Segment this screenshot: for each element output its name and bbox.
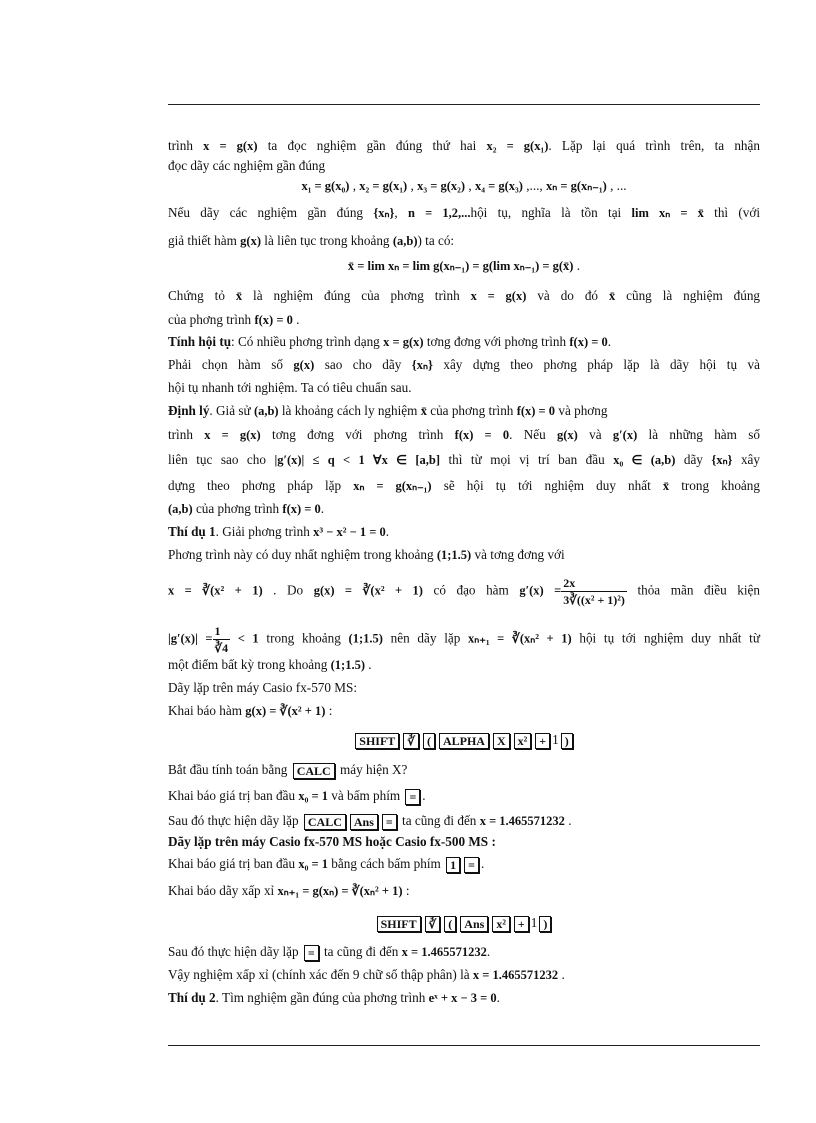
math-expression: x₁ = g(x₀) [301,179,350,193]
text-run: 1 [552,732,559,747]
calculator-key: ∛ [425,916,441,932]
math-expression: x₄ = g(x₃) [474,179,523,193]
key-sequence [168,732,760,749]
text-line [168,575,760,608]
calculator-key: ( [444,916,456,932]
text-run: trong khoảng [258,630,349,646]
text-run: và bấm phím [328,788,404,803]
text-run: hội tụ nhanh tới nghiệm. Ta có tiêu chuẩn sau. [168,380,412,395]
text-run: . [292,312,300,327]
math-expression: xₙ = g(xₙ₋₁) [546,179,607,193]
bold-label: Định lý [168,403,210,418]
calculator-key: ∛ [403,733,419,749]
fraction-numerator: 1 [213,623,231,640]
text-run: . [320,501,325,516]
text-run: của phơng trình [168,312,255,327]
math-expression: x₂ = g(x₁) [486,139,549,153]
fraction-denominator: 3∛((x² + 1)²) [563,593,625,607]
fraction-numerator: 2x [561,575,627,592]
math-expression: g′(x) [612,428,638,442]
text-line [168,501,760,517]
text-run: Khai báo dãy xấp xỉ [168,883,278,898]
text-run: và do đó [526,288,609,303]
calculator-key: = [304,945,319,961]
math-expression: x = 1.465571232 [401,945,487,959]
bold-label: Dãy lặp trên máy Casio fx-570 MS hoặc Casio fx-500 MS : [168,834,496,849]
text-run: dựng theo phơng pháp lặp [168,478,354,493]
fraction [213,623,231,656]
text-line [168,883,760,899]
header-rule [168,104,760,105]
text-line [168,967,760,983]
text-run: là liên tục trong khoảng [260,233,393,248]
text-line [168,427,760,443]
math-expression: g(x) [556,428,578,442]
text-run: Phơng trình này có duy nhất nghiệm trong khoảng [168,547,437,562]
text-run: ta đọc nghiệm gần đúng thứ hai [257,138,487,153]
text-line [168,856,760,873]
text-line [168,762,760,779]
equation-line [168,178,760,194]
text-run: 1 [530,915,538,930]
key-sequence [168,915,760,932]
text-run: máy hiện X? [336,762,408,777]
text-run: dãy [675,452,712,467]
text-run: , [465,178,475,193]
text-run: , [349,178,360,193]
math-expression: g′(x) = [519,583,562,598]
math-expression: f(x) = 0 [569,335,608,349]
math-expression: x = g(x) [470,289,527,303]
text-run: ta cũng đi đến [398,813,480,828]
text-run: Nếu dãy các nghiệm gần đúng [168,205,374,220]
text-run: một điểm bất kỳ trong khoảng [168,657,331,672]
math-expression: |g′(x)| = [168,631,213,646]
math-expression: < 1 [230,631,259,646]
math-expression: x̄ [608,289,616,303]
text-run: giả thiết hàm [168,233,241,248]
text-run: Vậy nghiệm xấp xỉ (chính xác đến 9 chữ số thập phân) là [168,967,473,982]
text-line [168,944,760,961]
math-expression: x = 1.465571232 [479,814,565,828]
calculator-key: SHIFT [377,916,421,932]
text-line [168,623,760,656]
calculator-key: + [535,733,550,749]
text-run: Khai báo giá trị ban đầu [168,788,299,803]
text-run: ta cũng đi đến [320,944,402,959]
calculator-key: ( [423,733,435,749]
calculator-key: x² [514,733,532,749]
text-run: . [558,967,565,982]
text-run: bằng cách bấm phím [328,856,445,871]
text-line [168,233,760,249]
math-expression: x = g(x) [383,335,424,349]
bold-label: Thí dụ 2 [168,990,216,1005]
text-line [168,158,760,174]
math-expression: x₀ ∈ (a,b) [613,453,676,467]
fraction-denominator: ∛4 [214,641,229,655]
text-line [168,680,760,696]
text-run: Chứng tỏ [168,288,236,303]
calculator-key: = [405,789,420,805]
bold-label: Tính hội tụ [168,334,232,349]
text-line [168,990,760,1006]
text-run: xây dựng theo phơng pháp lặp là dãy hội tụ và [432,357,760,372]
math-expression: x₀ = 1 [298,789,328,803]
calculator-key: + [514,916,529,932]
text-line [168,357,760,373]
text-run: ,..., [522,178,546,193]
text-run: trong khoảng [669,478,760,493]
text-run: là khoảng cách ly nghiệm [278,403,421,418]
text-run: tơng đơng với phơng trình [260,427,455,442]
math-expression: x = ∛(x² + 1) [168,583,263,598]
math-expression: f(x) = 0 [454,428,510,442]
text-line [168,657,760,673]
calculator-key: = [382,814,397,830]
text-run: Sau đó thực hiện dãy lặp [168,813,302,828]
text-run: trình [168,138,204,153]
math-expression: (a,b) [253,404,279,418]
math-expression: g(x) = ∛(x² + 1) [313,583,423,598]
text-run: . Nếu [509,427,557,442]
math-expression: |g′(x)| ≤ q < 1 ∀x ∈ [a,b] [274,453,441,467]
fraction [561,575,627,608]
text-line [168,138,760,154]
text-run: có đạo hàm [422,582,520,598]
text-line [168,788,760,805]
text-run: sẽ hội tụ tới nghiệm duy nhất [431,478,663,493]
math-expression: x̄ [662,479,670,493]
text-run: cũng là nghiệm đúng [615,288,761,303]
text-run: và tơng đơng với [471,547,565,562]
text-run: Bắt đầu tính toán bằng [168,762,291,777]
text-run: Dãy lặp trên máy Casio fx-570 MS: [168,680,357,695]
text-line [168,834,760,850]
equation-line [168,258,760,274]
text-run: thì từ mọi vị trí ban đầu [440,452,614,467]
text-run: hội tụ, nghĩa là tồn tại [470,205,632,220]
math-expression: {xₙ} [373,206,395,220]
text-run: thỏa mãn điều kiện [626,582,760,598]
text-run: . [480,856,485,871]
math-expression: f(x) = 0 [254,313,293,327]
calculator-key: Ans [350,814,378,830]
math-expression: g(x) [240,234,261,248]
text-line [168,312,760,328]
text-run: thì (với [703,205,760,220]
calculator-key: SHIFT [355,733,399,749]
calculator-key: ) [539,916,551,932]
math-expression: (1;1.5) [330,658,365,672]
text-line [168,703,760,719]
text-run: đọc dãy các nghiệm gần đúng [168,158,326,173]
text-run: . [564,813,572,828]
calculator-key: CALC [304,814,346,830]
math-expression: n = 1,2,... [408,206,471,220]
text-run: . [496,990,500,1005]
math-expression: eˣ + x − 3 = 0 [428,991,497,1005]
text-line [168,380,760,396]
text-line [168,524,760,540]
text-line [168,334,760,350]
calculator-key: x² [492,916,510,932]
text-run: . [573,258,581,273]
math-expression: g(x) = ∛(x² + 1) [245,704,326,718]
text-run: sao cho dãy [314,357,412,372]
math-expression: (a,b) [392,234,418,248]
calculator-key: ALPHA [439,733,489,749]
text-run: và phơng [555,403,608,418]
text-run: liên tục sao cho [168,452,275,467]
text-line [168,452,760,468]
math-expression: x = 1.465571232 [472,968,559,982]
text-run: , ... [606,178,627,193]
math-expression: {xₙ} [411,358,433,372]
text-run: . Do [262,582,314,598]
text-run: . Giả sử [209,403,254,418]
text-run: . Tìm nghiệm gần đúng của phơng trình [215,990,429,1005]
math-expression: f(x) = 0 [282,502,321,516]
math-expression: lim xₙ = x̄ [631,206,704,220]
text-run: Khai báo hàm [168,703,246,718]
math-expression: x = g(x) [203,139,258,153]
math-expression: x̄ [420,404,427,418]
math-expression: (a,b) [168,502,193,516]
text-run: là nghiệm đúng của phơng trình [242,288,471,303]
math-expression: xₙ = g(xₙ₋₁) [353,479,432,493]
text-run: . [607,334,612,349]
text-line [168,288,760,304]
text-run: : [402,883,410,898]
calculator-key: Ans [460,916,488,932]
calculator-key: 1 [446,857,460,873]
text-run: Khai báo giá trị ban đầu [168,856,299,871]
text-line [168,813,760,830]
calculator-key: X [493,733,510,749]
text-line [168,403,760,419]
math-expression: x₂ = g(x₁) [359,179,408,193]
text-run: và [577,427,613,442]
math-expression: x̄ = lim xₙ = lim g(xₙ₋₁) = g(lim xₙ₋₁) = g(x̄) [347,259,574,273]
text-run: , [407,178,418,193]
text-run: ) ta có: [417,233,455,248]
math-expression: f(x) = 0 [516,404,556,418]
math-expression: (1;1.5) [436,548,472,562]
text-run: tơng đơng với phơng trình [423,334,570,349]
text-run: , [394,205,409,220]
text-run: hội tụ tới nghiệm duy nhất từ [571,630,760,646]
math-expression: (1;1.5) [348,631,383,646]
text-run: . [422,788,426,803]
text-run: xây [732,452,761,467]
math-expression: x³ − x² − 1 = 0 [313,525,386,539]
text-run: nên dãy lặp [382,630,469,646]
calculator-key: ) [561,733,573,749]
math-expression: {xₙ} [711,453,733,467]
math-expression: xₙ₊₁ = g(xₙ) = ∛(xₙ² + 1) [277,884,403,898]
text-run: . Lặp lại quá trình trên, ta nhận [548,138,760,153]
math-expression: x₀ = 1 [298,857,328,871]
text-run: Sau đó thực hiện dãy lặp [168,944,302,959]
text-run: . Giải phơng trình [215,524,314,539]
calculator-key: CALC [293,763,335,779]
bold-label: Thí dụ 1 [168,524,216,539]
text-run: . [365,657,372,672]
text-line [168,205,760,221]
math-expression: x̄ [235,289,243,303]
text-line [168,478,760,494]
text-run: của phơng trình [426,403,517,418]
text-run: của phơng trình [192,501,283,516]
text-run: là những hàm số [637,427,760,442]
math-expression: x₃ = g(x₂) [417,179,466,193]
text-line [168,547,760,563]
footer-rule [168,1045,760,1046]
math-expression: xₙ₊₁ = ∛(xₙ² + 1) [468,631,572,646]
text-run: . [385,524,390,539]
text-run: : [325,703,333,718]
text-run: Phải chọn hàm số [168,357,294,372]
text-run: trình [168,427,205,442]
math-expression: x = g(x) [204,428,261,442]
calculator-key: = [464,857,479,873]
math-expression: g(x) [293,358,315,372]
text-run: : Có nhiều phơng trình dạng [231,334,384,349]
text-run: . [486,944,491,959]
